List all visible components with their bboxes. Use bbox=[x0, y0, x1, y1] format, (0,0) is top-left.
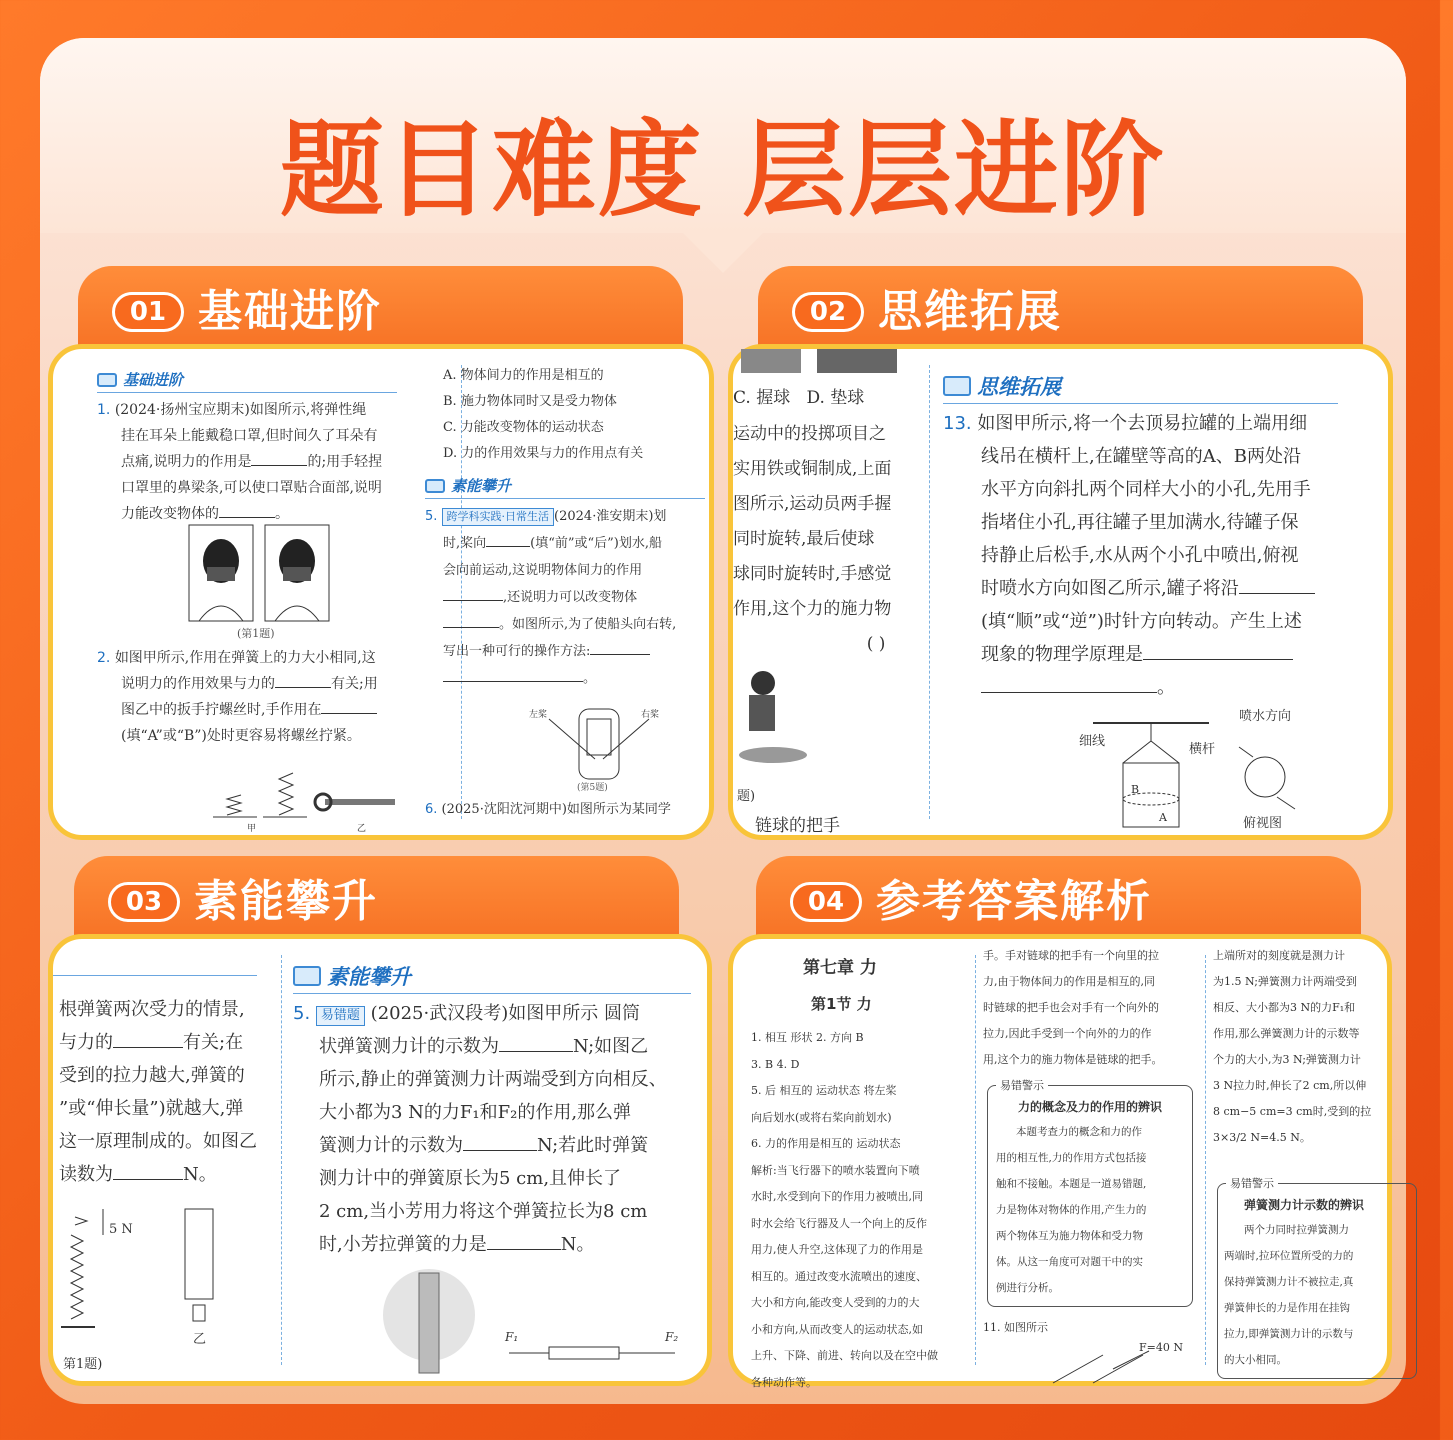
blank[interactable] bbox=[1143, 659, 1293, 660]
header-notch bbox=[683, 233, 763, 273]
warning-heading: 弹簧测力计示数的辨识 bbox=[1244, 1198, 1365, 1212]
p2-left-text: 运动中的投掷项目之 实用铁或铜制成,上面 图所示,运动员两手握 同时旋转,最后使球 球同时旋转时,手感觉 作用,这个力的施力物 ( ) bbox=[733, 424, 892, 654]
fig5-left-label: 左桨 bbox=[529, 710, 548, 720]
blank[interactable] bbox=[463, 1150, 537, 1151]
p4-divider-2 bbox=[1205, 955, 1206, 1365]
fig-bar-label: 横杆 bbox=[1189, 742, 1216, 757]
photo-strip bbox=[741, 349, 801, 373]
panel-02-card bbox=[728, 344, 1393, 840]
p1-right-column bbox=[419, 349, 707, 835]
q11-answer: 11. 如图所示 bbox=[983, 1321, 1048, 1334]
p4-right-text: 上端所对的刻度就是测力计 为1.5 N;弹簧测力计两端受到 相反、大小都为3 N的力F₁和 作用,那么弹簧测力计的示数等 个力的大小,为3 N;弹簧测力计 3 N拉力时,伸长了2 cm,所以伸 8 cm−5 cm=3 cm时,受到的拉 3×3/2 N=4.5 N。 bbox=[1213, 949, 1372, 1144]
panel-03-number: 03 bbox=[108, 882, 180, 922]
blank[interactable] bbox=[443, 600, 503, 601]
section-title: 第1节 力 bbox=[811, 995, 872, 1013]
blank[interactable] bbox=[1239, 593, 1315, 594]
spring-scale bbox=[185, 1209, 213, 1299]
fig-point-b: B bbox=[1131, 783, 1140, 796]
tube-scale bbox=[419, 1273, 439, 1373]
p1-section-heading: 基础进阶 bbox=[97, 369, 397, 393]
p3-left-column bbox=[53, 939, 277, 1381]
page-title: 题目难度 层层进阶 bbox=[279, 109, 1167, 231]
boat-figure bbox=[529, 699, 669, 791]
incline-line bbox=[1053, 1355, 1103, 1383]
book-icon bbox=[425, 479, 445, 493]
p4-divider-1 bbox=[975, 955, 976, 1365]
option-d: D. 力的作用效果与力的作用点有关 bbox=[443, 446, 644, 461]
blank[interactable] bbox=[486, 546, 530, 547]
p3-question-5: 5. 易错题 (2025·武汉段考)如图甲所示 圆筒 状弹簧测力计的示数为 N;如图乙 所示,静止的弹簧测力计两端受到方向相反、 大小都为3 N的力F₁和F₂的作用,那么弹 簧测力计的示数为 N;若此时弹簧 测力计中的弹簧原长为5 cm,且伸长了 2 cm,当小芳用力将这个弹簧拉长为8 cm 时,小芳拉弹簧的力是 N。 bbox=[293, 1003, 667, 1255]
p3-fig-caption: 第1题) bbox=[63, 1357, 103, 1372]
book-icon bbox=[97, 373, 117, 387]
force-f1-label: F₁ bbox=[505, 1330, 519, 1344]
p2-right-column bbox=[939, 349, 1349, 835]
p2-question-13: 13. 如图甲所示,将一个去顶易拉罐的上端用细 线吊在横杆上,在罐壁等高的A、B两处沿 水平方向斜扎两个同样大小的小孔,先用手 指堵住小孔,再往罐子里加满水,待罐子保 持静止后松手,水从两个小孔中喷出,俯视 时喷水方向如图乙所示,罐子将沿 (填“顺”或“逆”)时针方向转动。产生上述 现象的物理学原理是 。 bbox=[943, 407, 1353, 704]
q11-force-label: F=40 N bbox=[1139, 1341, 1183, 1354]
option-c: C. 力能改变物体的运动状态 bbox=[443, 420, 604, 435]
scale-weight bbox=[193, 1305, 205, 1321]
p1-section2-heading: 素能攀升 bbox=[425, 475, 705, 499]
wrench-handle bbox=[325, 799, 395, 805]
tag-badge: 易错题 bbox=[316, 1006, 365, 1026]
blank[interactable] bbox=[219, 517, 275, 518]
panel-04-number: 04 bbox=[790, 882, 862, 922]
fig5-caption: (第5题) bbox=[577, 783, 608, 793]
coil-spring bbox=[71, 1235, 83, 1319]
panel-03-title: 素能攀升 bbox=[194, 876, 378, 927]
warning-label: 易错警示 bbox=[996, 1077, 1048, 1093]
mask-figure bbox=[189, 525, 329, 635]
force-f2-label: F₂ bbox=[665, 1330, 679, 1344]
p1-question-5: 5. 跨学科实践·日常生活 (2024·淮安期末)划 时,桨向 (填“前”或“后”)划水,船 会向前运动,这说明物体间力的作用 ,还说明力可以改变物体 。如图所示,为了使船头向右转, 写出一种可行的操作方法: 。 bbox=[425, 509, 677, 686]
p1-left-column bbox=[97, 349, 457, 835]
p3-right-column bbox=[289, 939, 709, 1381]
fig2-label-b: 乙 bbox=[357, 824, 367, 834]
p3-column-divider bbox=[281, 955, 282, 1365]
p4-col-1 bbox=[751, 939, 969, 1389]
fig-point-a: A bbox=[1159, 811, 1167, 824]
spring-scale-figure bbox=[61, 1195, 261, 1345]
blank[interactable] bbox=[487, 1249, 561, 1250]
panel-01-number: 01 bbox=[112, 292, 184, 332]
fig5-right-label: 右桨 bbox=[641, 710, 660, 720]
fig-label-yi: 乙 bbox=[193, 1332, 207, 1347]
p3-section-heading: 素能攀升 bbox=[293, 961, 691, 994]
chapter-title: 第七章 力 bbox=[803, 958, 877, 978]
p4-col-2 bbox=[983, 939, 1199, 1381]
fig-spray-label: 喷水方向 bbox=[1239, 709, 1292, 724]
option-a: A. 物体间力的作用是相互的 bbox=[443, 368, 604, 383]
spray-arrow bbox=[1239, 747, 1253, 757]
p1-question-6: 6. (2025·沈阳沈河期中)如图所示为某同学 bbox=[425, 802, 671, 817]
top-view-circle bbox=[1245, 757, 1285, 797]
p1-question-2: 2. 如图甲所示,作用在弹簧上的力大小相同,这 说明力的作用效果与力的 有关;用 图乙中的扳手拧螺丝时,手作用在 (填“A”或“B”)处时更容易将螺丝拧紧。 bbox=[97, 650, 378, 744]
spring-compressed bbox=[227, 795, 241, 815]
spring-wrench-figure bbox=[207, 757, 407, 834]
spray-arrow bbox=[1277, 797, 1295, 809]
string bbox=[1151, 741, 1179, 763]
option-b: B. 施力物体同时又是受力物体 bbox=[443, 394, 617, 409]
can-figure bbox=[1039, 705, 1359, 835]
p1-options bbox=[443, 363, 713, 467]
dynamometer-figure bbox=[379, 1269, 699, 1389]
p4-col-3 bbox=[1213, 939, 1389, 1381]
warning-heading: 力的概念及力的作用的辨识 bbox=[1017, 1100, 1162, 1114]
blank[interactable] bbox=[113, 1179, 183, 1180]
blank[interactable] bbox=[275, 687, 331, 688]
warning-body: 本题考查力的概念和力的作 用的相互性,力的作用方式包括接 触和不接触。本题是一道易错题, 力是物体对物体的作用,产生力的 两个物体互为施力物体和受力物 体。从这一角度可对题干中的实 例进行分析。 bbox=[996, 1126, 1147, 1294]
p2-answer-text: 链球的把手 bbox=[755, 816, 840, 836]
p4-explanation: 手。手对链球的把手有一个向里的拉 力,由于物体间力的作用是相互的,同 时链球的把手也会对手有一个向外的 拉力,因此手受到一个向外的力的作 用,这个力的施力物体是链球的把手。 bbox=[983, 949, 1163, 1066]
book-icon bbox=[293, 966, 321, 986]
p2-column-divider bbox=[929, 365, 930, 819]
warning-box-1 bbox=[987, 1079, 1193, 1307]
spring-stretched bbox=[279, 773, 293, 815]
fig1-caption: (第1题) bbox=[237, 627, 275, 640]
p3-left-text: 根弹簧两次受力的情景, 与力的 有关;在 受到的拉力越大,弹簧的 ”或“伸长量”)就越大,弹 这一原理制成的。如图乙 读数为 N。 bbox=[59, 999, 257, 1185]
p3-left-rule bbox=[53, 975, 257, 976]
blank[interactable] bbox=[113, 1047, 183, 1048]
blank[interactable] bbox=[321, 713, 377, 714]
warning-box-2 bbox=[1217, 1177, 1417, 1379]
panel-01-title: 基础进阶 bbox=[198, 286, 382, 337]
photo-strip bbox=[817, 349, 897, 373]
blank[interactable] bbox=[499, 1051, 573, 1052]
incline-line bbox=[1093, 1355, 1143, 1383]
blank[interactable] bbox=[251, 465, 307, 466]
fig2-label-a: 甲 bbox=[247, 824, 257, 834]
p2-section-heading: 思维拓展 bbox=[943, 371, 1338, 404]
q11-figure bbox=[1053, 1339, 1193, 1385]
blank[interactable] bbox=[443, 681, 583, 682]
hammer-thrower-figure bbox=[733, 667, 833, 767]
force-label: 5 N bbox=[109, 1222, 133, 1237]
p1-question-1: 1. (2024·扬州宝应期末)如图所示,将弹性绳 挂在耳朵上能戴稳口罩,但时间久了耳朵有 点痛,说明力的作用是 的;用手轻捏 口罩里的鼻梁条,可以使口罩贴合面部,说明 力能改变物体的 。 bbox=[97, 402, 383, 522]
throw-circle bbox=[739, 747, 807, 763]
warning-label: 易错警示 bbox=[1226, 1175, 1278, 1191]
athlete-head bbox=[751, 671, 775, 695]
tag-badge: 跨学科实践·日常生活 bbox=[442, 508, 555, 526]
blank[interactable] bbox=[590, 654, 650, 655]
panel-01-card bbox=[48, 344, 714, 840]
panel-03-card bbox=[48, 934, 712, 1386]
panel-04-card bbox=[728, 934, 1392, 1389]
fig-string-label: 细线 bbox=[1079, 734, 1106, 749]
blank[interactable] bbox=[981, 692, 1157, 693]
warning-body: 两个力同时拉弹簧测力 两端时,拉环位置所受的力的 保持弹簧测力计不被拉走,真 弹簧伸长的力是作用在挂钩 拉力,即弹簧测力计的示数与 的大小相同。 bbox=[1224, 1224, 1354, 1366]
p2-fig-caption: 题) bbox=[737, 789, 756, 804]
athlete-body bbox=[749, 695, 775, 731]
answer-list: 1. 相互 形状 2. 方向 B 3. B 4. D 5. 后 相互的 运动状态 将左桨 向后划水(或将右桨向前划水) 6. 力的作用是相互的 运动状态 解析:当飞行器下的喷水装置向下喷 水时,水受到向下的作用力被喷出,同 时水会给飞行器及人一个向上的反作 用力,使人升空,这体现了力的作用是 相互的。通过改变水流喷出的速度、 大小和方向,能改变人受到的力的大 小和方向,从而改变人的运动状态,如 上升、下降、前进、转向以及在空中做 各种动作等。 bbox=[751, 1031, 938, 1389]
diamond-icon bbox=[943, 376, 971, 396]
hand-icon bbox=[75, 1217, 87, 1225]
panel-02-title: 思维拓展 bbox=[878, 286, 1062, 337]
mask-right bbox=[283, 567, 311, 581]
string bbox=[1123, 741, 1151, 763]
fig-top-view-label: 俯视图 bbox=[1243, 816, 1283, 831]
p2-option-row: C. 握球 D. 垫球 bbox=[733, 388, 865, 408]
panel-02-number: 02 bbox=[792, 292, 864, 332]
mask-left bbox=[207, 567, 235, 581]
p2-left-column bbox=[733, 349, 921, 835]
horizontal-scale bbox=[549, 1347, 619, 1359]
panel-04-title: 参考答案解析 bbox=[876, 876, 1152, 927]
blank[interactable] bbox=[443, 627, 499, 628]
